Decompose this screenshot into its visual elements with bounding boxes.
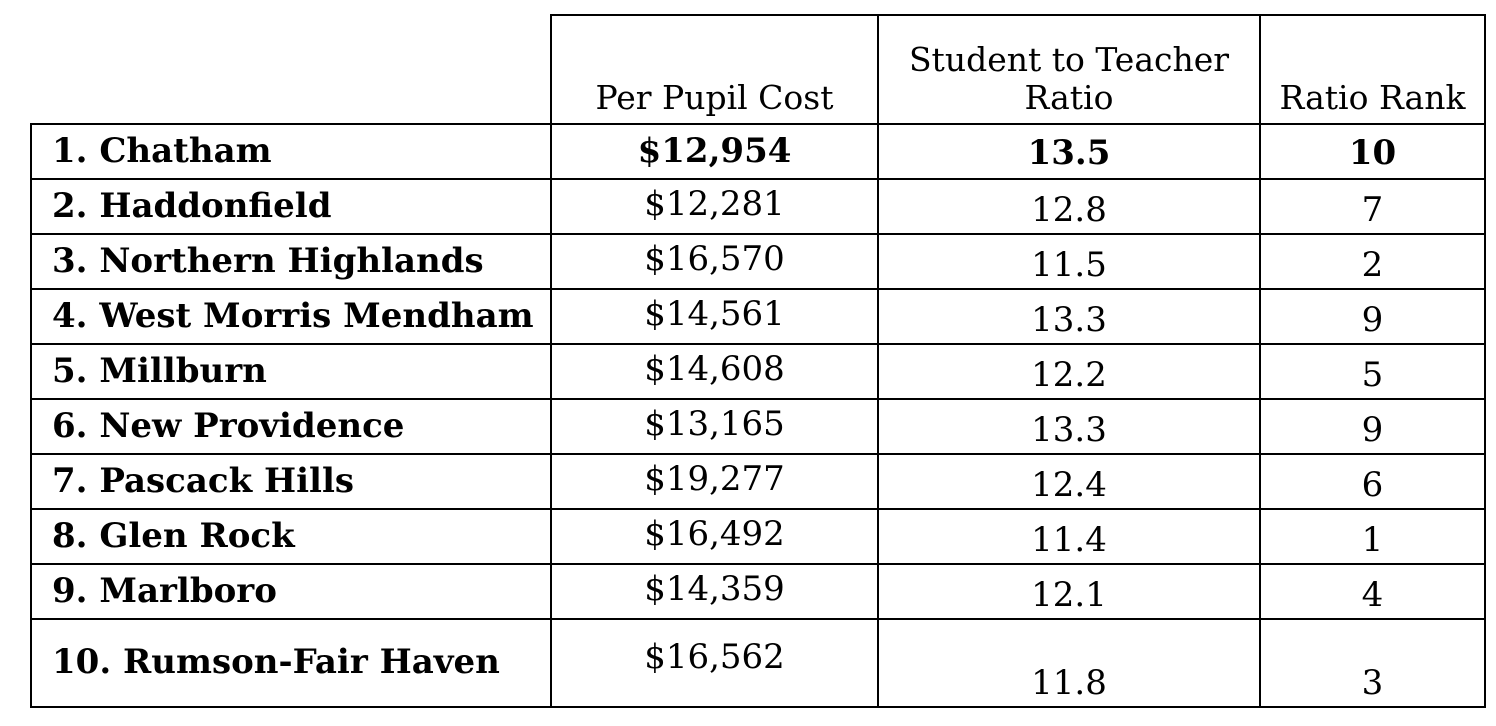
ratio-rank-value: 9 (1361, 299, 1384, 340)
per-pupil-cost-value: $12,281 (644, 183, 785, 224)
student-teacher-ratio-value: 11.4 (1031, 519, 1107, 560)
per-pupil-cost-value: $16,492 (644, 513, 785, 554)
per-pupil-cost-value: $12,954 (637, 130, 792, 171)
student-teacher-ratio-value: 12.1 (1031, 574, 1107, 615)
ratio-rank-value: 5 (1361, 354, 1384, 395)
school-name: 8. Glen Rock (52, 515, 295, 556)
school-name: 5. Millburn (52, 350, 267, 391)
student-teacher-ratio-value: 12.2 (1031, 354, 1107, 395)
per-pupil-cost-value: $16,562 (644, 637, 785, 678)
student-teacher-ratio-value: 11.8 (1031, 663, 1107, 704)
table-border-bottom (30, 706, 1486, 708)
per-pupil-cost-value: $16,570 (644, 238, 785, 279)
student-teacher-ratio-value: 13.3 (1031, 409, 1107, 450)
per-pupil-cost-value: $13,165 (644, 403, 785, 444)
school-name: 7. Pascack Hills (52, 460, 354, 501)
header-per-pupil-cost (552, 16, 877, 123)
school-name: 4. West Morris Mendham (52, 295, 534, 336)
student-teacher-ratio-value: 12.8 (1031, 189, 1107, 230)
ratio-rank-value: 2 (1361, 244, 1384, 285)
header-student-teacher-ratio-line1: Student to Teacher (908, 40, 1230, 80)
header-ratio-rank-label: Ratio Rank (1279, 78, 1466, 118)
ratio-rank-value: 6 (1361, 464, 1384, 505)
per-pupil-cost-value: $19,277 (644, 458, 785, 499)
header-student-teacher-ratio-line2: Ratio (1024, 78, 1114, 118)
header-student-teacher-ratio (879, 16, 1259, 123)
header-ratio-rank (1261, 16, 1484, 123)
ratio-rank-value: 7 (1361, 189, 1384, 230)
table-border-right (1484, 14, 1486, 708)
per-pupil-cost-value: $14,359 (644, 568, 785, 609)
school-name: 9. Marlboro (52, 570, 277, 611)
ratio-rank-value: 10 (1348, 132, 1397, 173)
school-comparison-table (30, 14, 1486, 708)
student-teacher-ratio-value: 13.3 (1031, 299, 1107, 340)
student-teacher-ratio-value: 12.4 (1031, 464, 1107, 505)
header-per-pupil-cost-label: Per Pupil Cost (595, 78, 834, 118)
ratio-rank-value: 3 (1361, 663, 1384, 704)
school-name: 3. Northern Highlands (52, 240, 484, 281)
school-name: 10. Rumson-Fair Haven (52, 642, 500, 683)
student-teacher-ratio-value: 13.5 (1027, 132, 1111, 173)
ratio-rank-value: 1 (1361, 519, 1384, 560)
ratio-rank-value: 4 (1361, 574, 1384, 615)
school-name: 1. Chatham (52, 130, 272, 171)
ratio-rank-value: 9 (1361, 409, 1384, 450)
per-pupil-cost-value: $14,608 (644, 348, 785, 389)
school-name: 6. New Providence (52, 405, 405, 446)
school-name: 2. Haddonfield (52, 185, 332, 226)
student-teacher-ratio-value: 11.5 (1031, 244, 1107, 285)
per-pupil-cost-value: $14,561 (644, 293, 785, 334)
